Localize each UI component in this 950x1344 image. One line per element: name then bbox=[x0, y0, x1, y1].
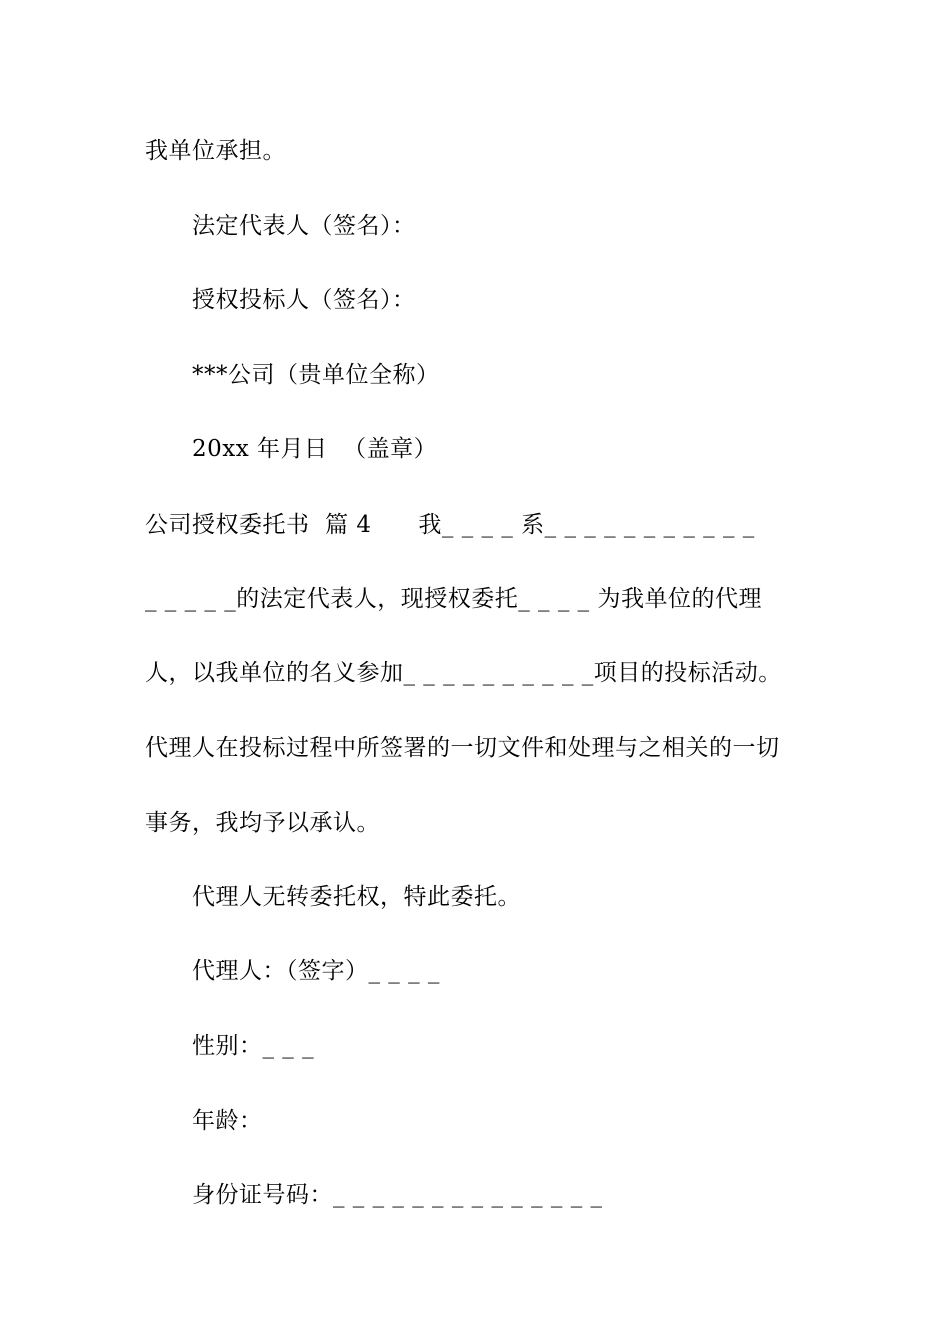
text-line-gender: 性别：_ _ _ bbox=[192, 1033, 315, 1059]
text-line-legal-rep-signature: 法定代表人（签名）： bbox=[192, 213, 416, 239]
text-line-section-heading: 公司授权委托书 篇 4 我_ _ _ _ 系_ _ _ _ _ _ _ _ _ _ _ bbox=[145, 512, 755, 538]
text-line-7: _ _ _ _ _的法定代表人，现授权委托_ _ _ _ 为我单位的代理 bbox=[145, 586, 762, 612]
text-line-1: 我单位承担。 bbox=[145, 138, 286, 164]
text-line-9: 代理人在投标过程中所签署的一切文件和处理与之相关的一切 bbox=[145, 735, 780, 761]
text-line-id-number: 身份证号码：_ _ _ _ _ _ _ _ _ _ _ _ _ _ bbox=[192, 1182, 603, 1208]
text-line-10: 事务，我均予以承认。 bbox=[145, 810, 380, 836]
text-line-authorized-bidder-signature: 授权投标人（签名）： bbox=[192, 287, 416, 313]
text-line-date-seal: 20xx 年月日 （盖章） bbox=[192, 436, 438, 462]
text-line-company-name: ***公司（贵单位全称） bbox=[192, 362, 440, 388]
text-line-8: 人，以我单位的名义参加_ _ _ _ _ _ _ _ _ _项目的投标活动。 bbox=[145, 660, 782, 686]
text-line-no-sub-delegation: 代理人无转委托权，特此委托。 bbox=[192, 884, 521, 910]
text-line-age: 年龄： bbox=[192, 1108, 263, 1134]
text-line-agent-signature: 代理人：（签字）_ _ _ _ bbox=[192, 958, 440, 984]
